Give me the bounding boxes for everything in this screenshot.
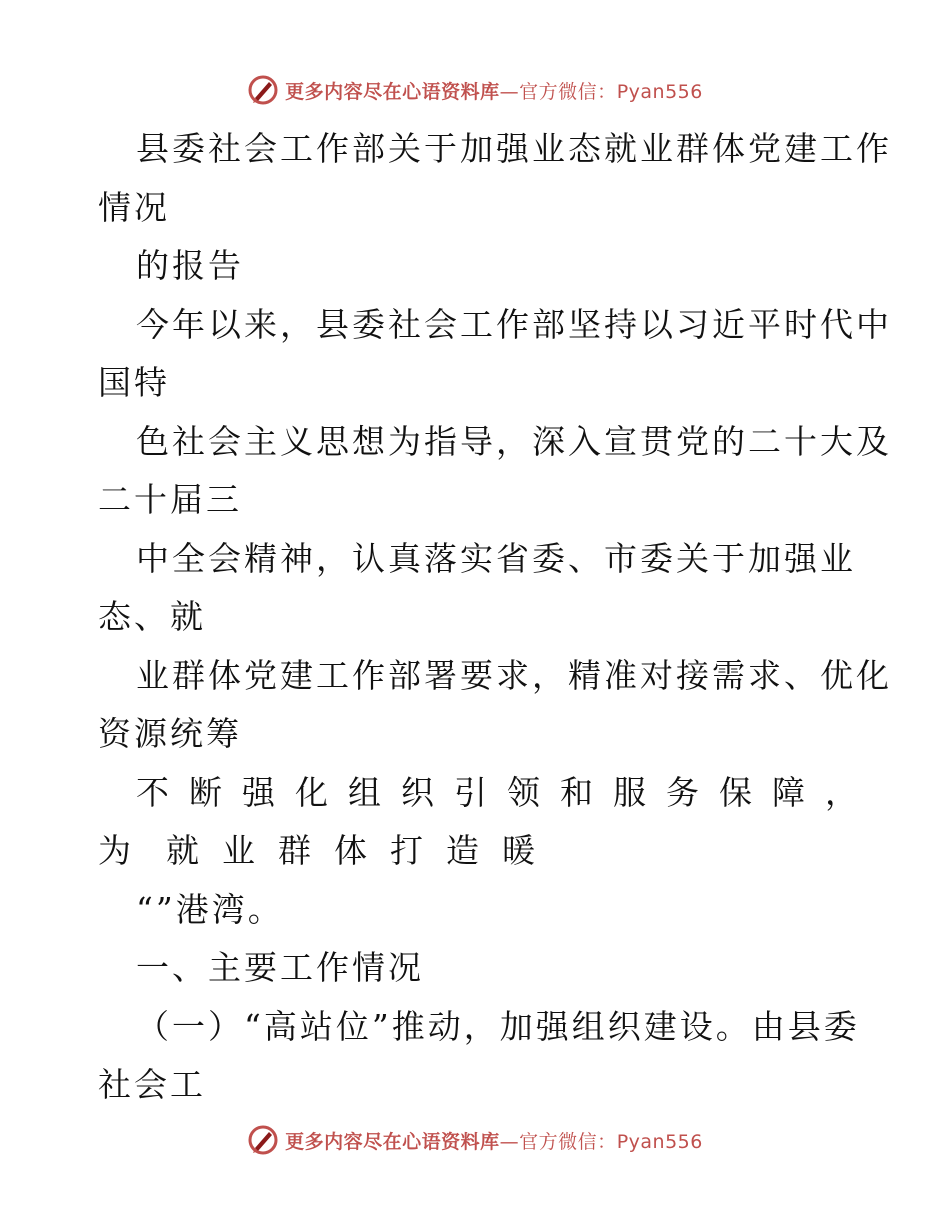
title-line-1: 县委社会工作部关于加强业态就业群体党建工作 xyxy=(136,129,892,168)
spaced-character: 组 xyxy=(348,772,381,812)
spaced-character: 障 xyxy=(772,772,805,812)
spaced-character: 强 xyxy=(242,772,275,812)
banner-dash: — xyxy=(499,1130,520,1153)
spaced-character: 织 xyxy=(401,772,434,812)
spaced-character: 暖 xyxy=(502,831,535,870)
footer-banner xyxy=(0,1120,950,1160)
spaced-character: 和 xyxy=(560,772,593,812)
banner-wechat-prefix: 官方微信： xyxy=(519,80,617,103)
header-banner xyxy=(0,70,950,110)
spaced-character: 化 xyxy=(295,772,328,812)
document-body xyxy=(98,120,892,1115)
banner-dash: — xyxy=(499,80,520,103)
paragraph-line: 业群体党建工作部署要求，精准对接需求、优化 xyxy=(136,655,892,695)
spaced-character: 就 xyxy=(166,831,199,870)
pen-logo-icon xyxy=(247,1124,279,1156)
banner-wechat-id: Pyan556 xyxy=(616,80,703,103)
spaced-character: 体 xyxy=(334,831,367,870)
paragraph-line: 色社会主义思想为指导，深入宣贯党的二十大及 xyxy=(136,421,892,461)
title-line-3: 的报告 xyxy=(136,246,244,285)
spaced-character: 打 xyxy=(390,831,423,870)
banner-text xyxy=(285,1127,703,1154)
paragraph-line: 二十届三 xyxy=(98,480,242,519)
paragraph-line-spaced xyxy=(98,822,858,881)
spaced-character: 服 xyxy=(613,772,646,812)
spaced-character: 领 xyxy=(507,772,540,812)
spaced-character: 造 xyxy=(446,831,479,870)
spaced-character: 不 xyxy=(136,772,169,812)
paragraph-line: 社会工 xyxy=(98,1065,206,1104)
banner-text xyxy=(285,77,703,104)
spaced-character: ， xyxy=(825,772,858,812)
spaced-character: 引 xyxy=(454,772,487,812)
paragraph-line: 今年以来，县委社会工作部坚持以习近平时代中 xyxy=(136,304,892,344)
banner-main-text: 更多内容尽在心语资料库 xyxy=(285,1130,500,1153)
paragraph-line: 态、就 xyxy=(98,597,206,636)
paragraph-line: “”港湾。 xyxy=(136,889,284,929)
paragraph-line-spaced xyxy=(98,764,858,823)
paragraph-line: 国特 xyxy=(98,363,170,402)
subsection-heading: （一）“高站位”推动，加强组织建设。由县委 xyxy=(136,1006,860,1046)
section-heading: 一、主要工作情况 xyxy=(136,948,424,987)
spaced-character: 务 xyxy=(666,772,699,812)
spaced-character: 群 xyxy=(278,831,311,870)
banner-wechat-id: Pyan556 xyxy=(616,1130,703,1153)
spaced-character: 业 xyxy=(222,831,255,870)
banner-wechat-prefix: 官方微信： xyxy=(519,1130,617,1153)
title-line-2: 情况 xyxy=(98,187,170,227)
banner-main-text: 更多内容尽在心语资料库 xyxy=(285,80,500,103)
spaced-character: 保 xyxy=(719,772,752,812)
spaced-character: 为 xyxy=(98,831,131,870)
spaced-character: 断 xyxy=(189,772,222,812)
paragraph-line: 中全会精神，认真落实省委、市委关于加强业 xyxy=(136,538,856,578)
pen-logo-icon xyxy=(247,74,279,106)
paragraph-line: 资源统筹 xyxy=(98,714,242,753)
